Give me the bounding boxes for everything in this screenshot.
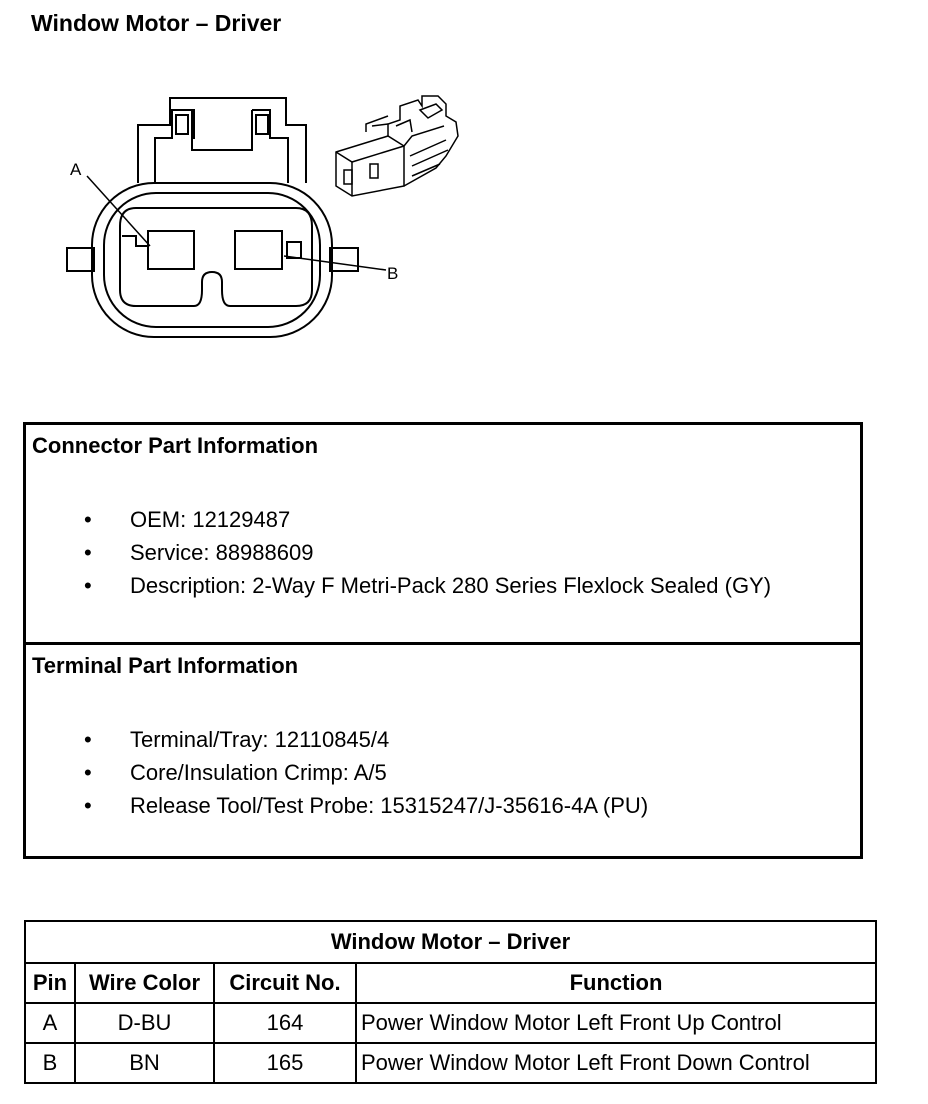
pin-a-leader	[87, 176, 150, 246]
pin-table	[24, 920, 877, 1084]
part-information-box	[23, 422, 863, 859]
pin-cell: A	[25, 1003, 75, 1043]
terminal-release-tool: Release Tool/Test Probe: 15315247/J-35616-4A (PU)	[130, 793, 649, 818]
bullet-icon: •	[84, 573, 92, 598]
terminal-tray: Terminal/Tray: 12110845/4	[130, 727, 390, 752]
table-row	[25, 1043, 876, 1083]
table-caption: Window Motor – Driver	[25, 921, 876, 963]
bullet-icon: •	[84, 507, 92, 532]
connector-description: Description: 2-Way F Metri-Pack 280 Series Flexlock Sealed (GY)	[130, 573, 772, 598]
function-cell: Power Window Motor Left Front Up Control	[356, 1003, 876, 1043]
connector-service: Service: 88988609	[130, 540, 314, 565]
function-cell: Power Window Motor Left Front Down Control	[356, 1043, 876, 1083]
connector-tab-left	[67, 248, 94, 271]
connector-info-heading: Connector Part Information	[32, 433, 319, 458]
column-header-pin: Pin	[25, 963, 75, 1003]
connector-diagram	[0, 0, 928, 400]
table-header-row	[25, 963, 876, 1003]
bullet-icon: •	[84, 793, 92, 818]
bullet-icon: •	[84, 727, 92, 752]
circuit-cell: 165	[214, 1043, 356, 1083]
column-header-circuit-no: Circuit No.	[214, 963, 356, 1003]
connector-oem: OEM: 12129487	[130, 507, 291, 532]
bullet-icon: •	[84, 760, 92, 785]
wire-color-cell: D-BU	[75, 1003, 214, 1043]
terminal-part-information	[26, 645, 860, 856]
pin-b-label: B	[387, 264, 399, 283]
pin-b-cavity	[235, 231, 282, 269]
pin-a-label: A	[70, 160, 82, 179]
column-header-function: Function	[356, 963, 876, 1003]
connector-part-information	[26, 425, 860, 645]
pin-cell: B	[25, 1043, 75, 1083]
connector-tab-right	[330, 248, 358, 271]
pin-a-cavity	[148, 231, 194, 269]
wire-color-cell: BN	[75, 1043, 214, 1083]
pin-b-leader	[284, 256, 386, 270]
connector-perspective-view	[336, 96, 458, 196]
table-caption-row	[25, 921, 876, 963]
column-header-wire-color: Wire Color	[75, 963, 214, 1003]
terminal-crimp: Core/Insulation Crimp: A/5	[130, 760, 387, 785]
terminal-info-heading: Terminal Part Information	[32, 653, 299, 678]
bullet-icon: •	[84, 540, 92, 565]
connector-body-outer	[92, 183, 332, 337]
connector-latch	[138, 98, 306, 183]
table-row	[25, 1003, 876, 1043]
pin-b-keyway	[287, 242, 301, 258]
circuit-cell: 164	[214, 1003, 356, 1043]
page-title: Window Motor – Driver	[31, 10, 282, 36]
